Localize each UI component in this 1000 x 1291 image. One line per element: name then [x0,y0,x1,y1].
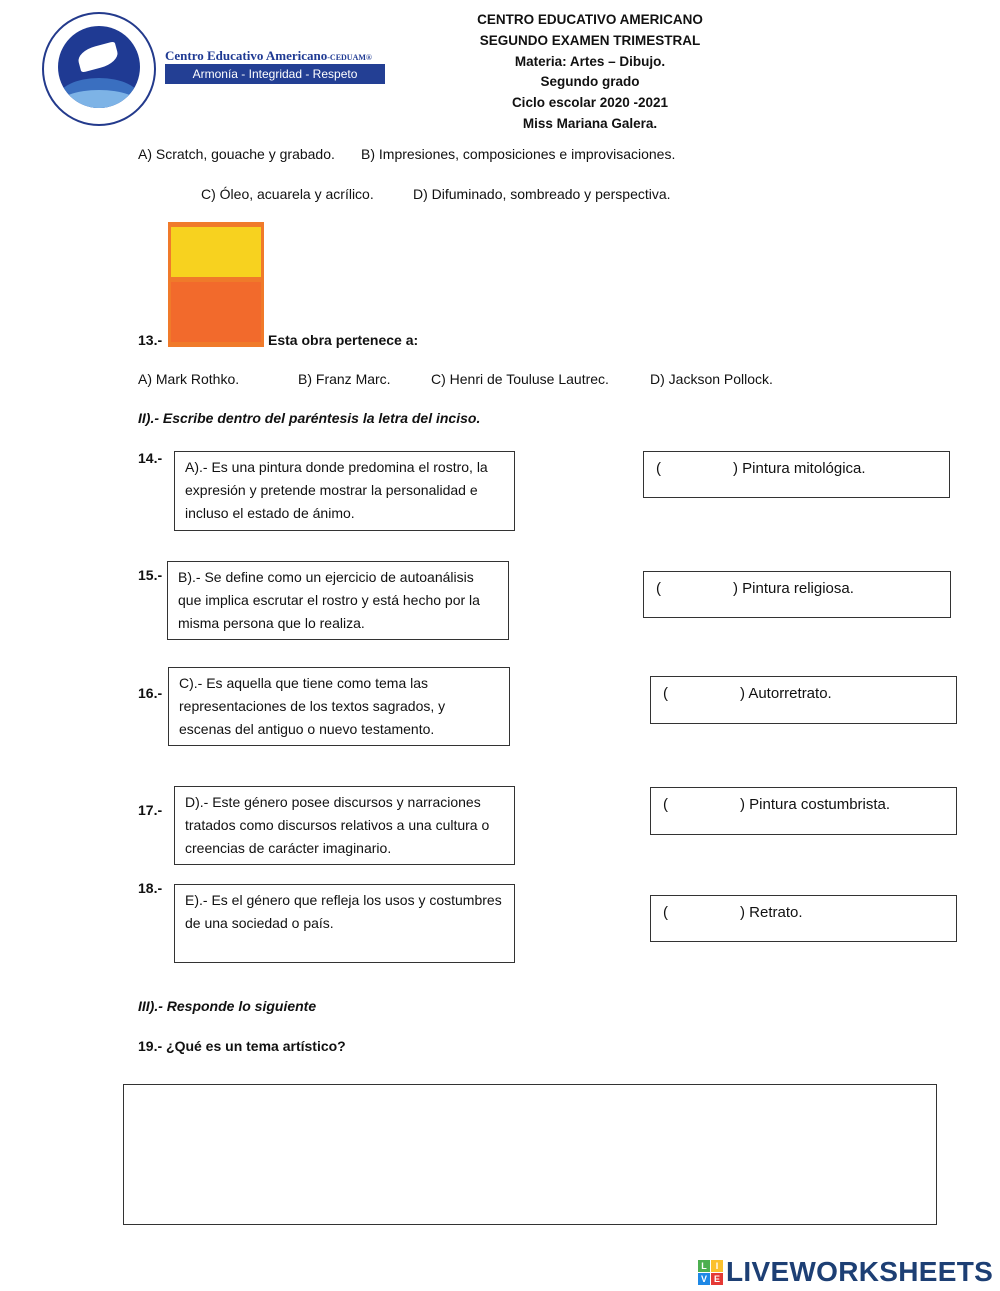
answer-box-mitologica [643,451,950,498]
q12-option-b: B) Impresiones, composiciones e improvisaciones. [361,146,676,162]
q13-option-b: B) Franz Marc. [298,371,391,387]
header-line: Miss Mariana Galera. [522,115,658,131]
q13-option-c: C) Henri de Touluse Lautrec. [431,371,609,387]
school-logo [42,12,156,126]
answer-label: ) Retrato. [740,904,803,921]
answer-input-mitologica[interactable] [661,452,733,472]
answer-label: ) Pintura costumbrista. [740,796,891,813]
rothko-painting-image [168,222,264,347]
open-paren: ( [663,904,668,921]
live-badge-icon [698,1260,723,1285]
q19-question: 19.- ¿Qué es un tema artístico? [138,1038,346,1054]
q12-option-d: D) Difuminado, sombreado y perspectiva. [413,186,671,202]
answer-label: ) Pintura mitológica. [733,460,866,477]
badge-letter: L [698,1260,710,1272]
open-paren: ( [656,460,661,477]
badge-letter: I [711,1260,723,1272]
answer-input-costumbrista[interactable] [668,788,740,808]
dove-icon [76,41,120,73]
q19-answer-textarea[interactable] [123,1084,937,1225]
q16-number: 16.- [138,685,163,701]
q17-number: 17.- [138,802,163,818]
liveworksheets-wordmark: LIVEWORKSHEETS [726,1256,994,1287]
answer-box-retrato [650,895,957,942]
q13-option-d: D) Jackson Pollock. [650,371,773,387]
header-line: SEGUNDO EXAMEN TRIMESTRAL [479,32,701,48]
definition-d: D).- Este género posee discursos y narraciones tratados como discursos relativos a una cultura o creencias de carácter imaginario. [174,786,515,865]
q18-number: 18.- [138,880,163,896]
definition-a: A).- Es una pintura donde predomina el rostro, la expresión y pretende mostrar la personalidad e incluso el estado de ánimo. [174,451,515,531]
answer-label: ) Autorretrato. [740,685,832,702]
answer-box-religiosa [643,571,951,618]
definition-e: E).- Es el género que refleja los usos y costumbres de una sociedad o país. [174,884,515,963]
q13-text: Esta obra pertenece a: [268,332,419,348]
header-line: Ciclo escolar 2020 -2021 [511,95,669,111]
answer-label: ) Pintura religiosa. [733,580,854,597]
q14-number: 14.- [138,450,163,466]
answer-box-costumbrista [650,787,957,835]
q13-option-a: A) Mark Rothko. [138,371,240,387]
section-3-title: III).- Responde lo siguiente [138,998,317,1014]
brand-name: Centro Educativo Americano-CEDUAM® [165,48,372,63]
definition-b: B).- Se define como un ejercicio de autoanálisis que implica escrutar el rostro y está hecho por la misma persona que lo realiza. [167,561,509,640]
open-paren: ( [656,580,661,597]
open-paren: ( [663,796,668,813]
brand-motto: Armonía - Integridad - Respeto [165,64,385,84]
open-paren: ( [663,685,668,702]
exam-header [440,10,740,135]
answer-input-religiosa[interactable] [661,572,733,592]
section-2-title: II).- Escribe dentro del paréntesis la letra del inciso. [138,410,481,426]
q13-number: 13.- [138,332,163,348]
header-line: Materia: Artes – Dibujo. [514,53,666,69]
answer-input-retrato[interactable] [668,896,740,916]
answer-box-autorretrato [650,676,957,724]
q15-number: 15.- [138,567,163,583]
header-line: CENTRO EDUCATIVO AMERICANO [477,12,703,27]
q12-option-c: C) Óleo, acuarela y acrílico. [201,186,374,202]
badge-letter: V [698,1273,710,1285]
definition-c: C).- Es aquella que tiene como tema las representaciones de los textos sagrados, y escenas del antiguo o nuevo testamento. [168,667,510,746]
answer-input-autorretrato[interactable] [668,677,740,697]
badge-letter: E [711,1273,723,1285]
q12-option-a: A) Scratch, gouache y grabado. [138,146,335,162]
liveworksheets-logo [698,1256,993,1288]
header-line: Segundo grado [540,74,640,90]
